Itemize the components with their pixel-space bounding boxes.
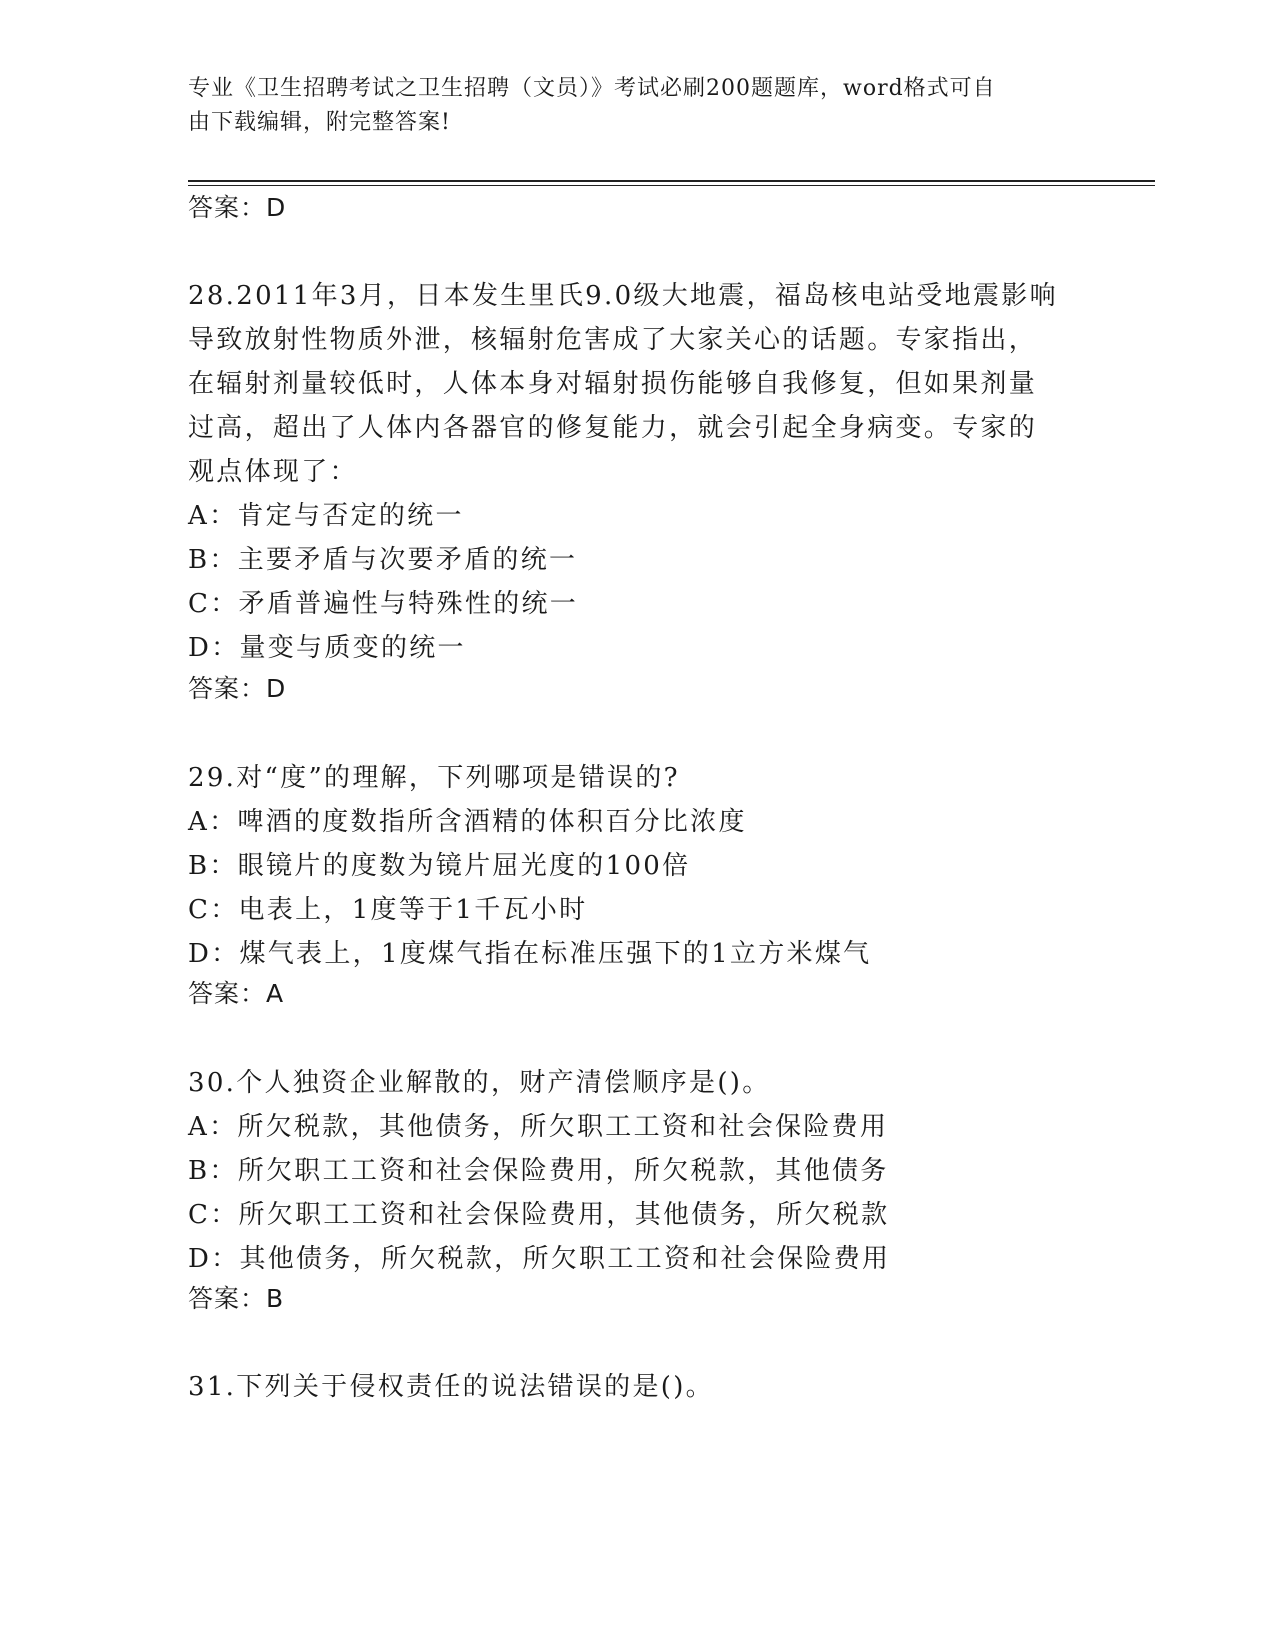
- question-29-stem: 29.对“度”的理解，下列哪项是错误的?: [188, 763, 680, 793]
- question-28-line-4: 过高，超出了人体内各器官的修复能力，就会引起全身病变。专家的: [188, 413, 1038, 443]
- question-28-line-3: 在辐射剂量较低时，人体本身对辐射损伤能够自我修复，但如果剂量: [188, 369, 1038, 399]
- question-30-answer: 答案：B: [188, 1284, 285, 1313]
- question-31-stem: 31.下列关于侵权责任的说法错误的是()。: [188, 1372, 714, 1402]
- question-30-option-c: C：所欠职工工资和社会保险费用，其他债务，所欠税款: [188, 1200, 890, 1230]
- header-line-1: 专业《卫生招聘考试之卫生招聘（文员）》考试必刷200题题库，word格式可自: [188, 76, 996, 101]
- question-28-line-1: 28.2011年3月，日本发生里氏9.0级大地震，福岛核电站受地震影响: [188, 281, 1058, 311]
- question-30-option-b: B：所欠职工工资和社会保险费用，所欠税款，其他债务: [188, 1156, 889, 1186]
- header-rule-thick: [188, 180, 1155, 182]
- question-29-option-a: A：啤酒的度数指所含酒精的体积百分比浓度: [188, 807, 747, 837]
- document-header: [188, 72, 1078, 140]
- answer-previous: 答案：D: [188, 193, 287, 222]
- question-28-option-a: A：肯定与否定的统一: [188, 501, 464, 531]
- question-28-answer: 答案：D: [188, 674, 287, 703]
- question-28-line-2: 导致放射性物质外泄，核辐射危害成了大家关心的话题。专家指出，: [188, 325, 1038, 355]
- question-28-option-b: B：主要矛盾与次要矛盾的统一: [188, 545, 578, 575]
- question-30-option-a: A：所欠税款，其他债务，所欠职工工资和社会保险费用: [188, 1112, 889, 1142]
- question-30-stem: 30.个人独资企业解散的，财产清偿顺序是()。: [188, 1068, 771, 1098]
- question-28-line-5: 观点体现了：: [188, 457, 358, 487]
- question-29-option-c: C：电表上，1度等于1千瓦小时: [188, 895, 588, 925]
- question-29-option-d: D：煤气表上，1度煤气指在标准压强下的1立方米煤气: [188, 939, 872, 969]
- question-28-option-c: C：矛盾普遍性与特殊性的统一: [188, 589, 579, 619]
- question-30-option-d: D：其他债务，所欠税款，所欠职工工资和社会保险费用: [188, 1244, 891, 1274]
- header-rule-thin: [188, 185, 1155, 186]
- question-29-option-b: B：眼镜片的度数为镜片屈光度的100倍: [188, 851, 691, 881]
- question-28-option-d: D：量变与质变的统一: [188, 633, 466, 663]
- header-line-2: 由下载编辑，附完整答案!: [188, 110, 451, 135]
- question-29-answer: 答案：A: [188, 979, 285, 1008]
